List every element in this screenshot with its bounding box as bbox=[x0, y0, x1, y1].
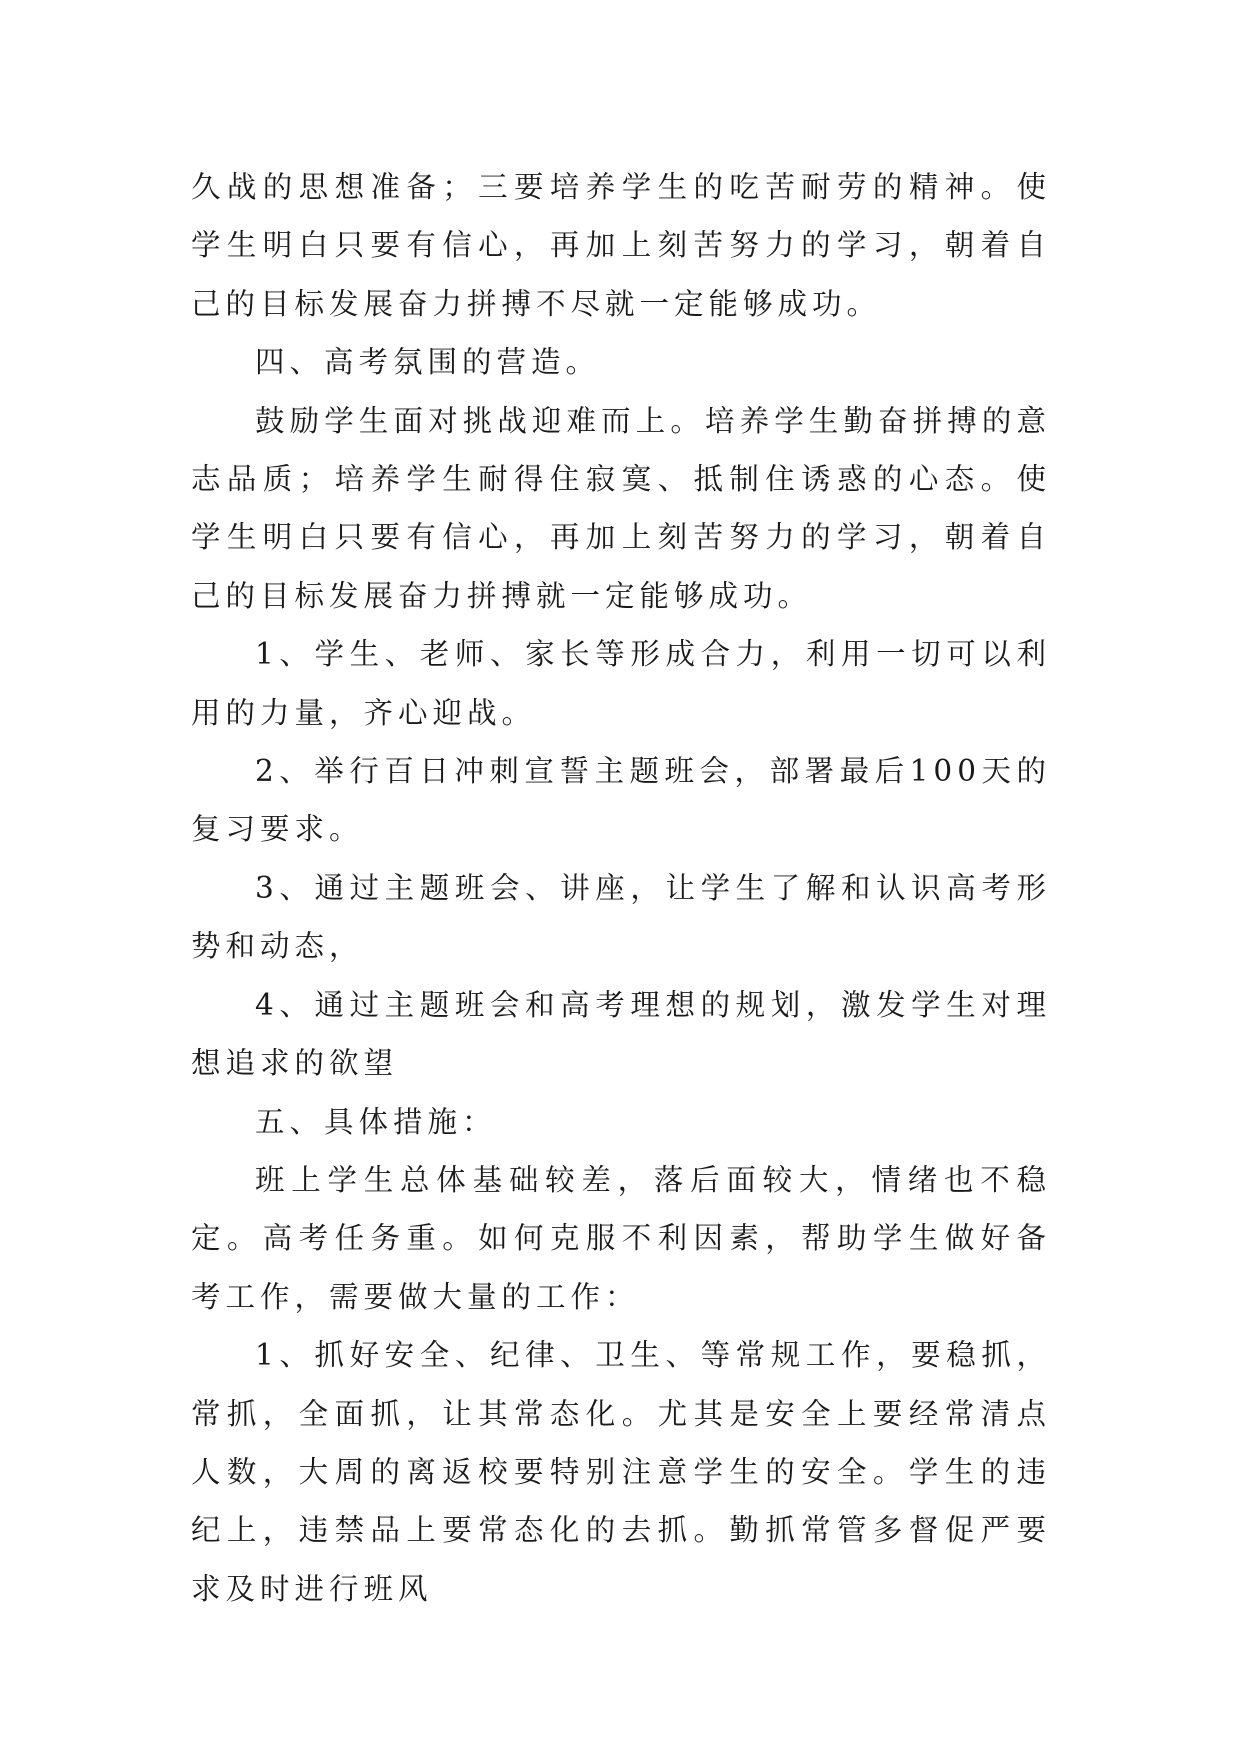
measure-item-1: 1、抓好安全、纪律、卫生、等常规工作，要稳抓，常抓，全面抓，让其常态化。尤其是安全上要经常清点人数，大周的离返校要特别注意学生的安全。学生的违纪上，违禁品上要常态化的去抓。勤抓常管多督促严要求及时进行班风 bbox=[191, 1338, 1051, 1606]
paragraph-encourage: 鼓励学生面对挑战迎难而上。培养学生勤奋拼搏的意志品质；培养学生耐得住寂寞、抵制住诱惑的心态。使学生明白只要有信心，再加上刻苦努力的学习，朝着自己的目标发展奋力拼搏就一定能够成功。 bbox=[191, 403, 1051, 613]
list-item-3: 3、通过主题班会、讲座，让学生了解和认识高考形势和动态， bbox=[191, 870, 1051, 964]
section-heading-measures: 五、具体措施： bbox=[255, 1104, 497, 1139]
paragraph-class-situation: 班上学生总体基础较差，落后面较大，情绪也不稳定。高考任务重。如何克服不利因素，帮助学生做好备考工作，需要做大量的工作： bbox=[191, 1162, 1051, 1314]
list-item-4: 4、通过主题班会和高考理想的规划，激发学生对理想追求的欲望 bbox=[191, 987, 1051, 1081]
section-heading-atmosphere: 四、高考氛围的营造。 bbox=[255, 345, 601, 380]
list-item-1: 1、学生、老师、家长等形成合力，利用一切可以利用的力量，齐心迎战。 bbox=[191, 637, 1051, 730]
paragraph-continuation: 久战的思想准备；三要培养学生的吃苦耐劳的精神。使学生明白只要有信心，再加上刻苦努力的学习，朝着自己的目标发展奋力拼搏不尽就一定能够成功。 bbox=[191, 170, 1051, 321]
list-item-2: 2、举行百日冲刺宣誓主题班会，部署最后100天的复习要求。 bbox=[191, 754, 1051, 847]
document-body bbox=[191, 158, 1051, 1618]
